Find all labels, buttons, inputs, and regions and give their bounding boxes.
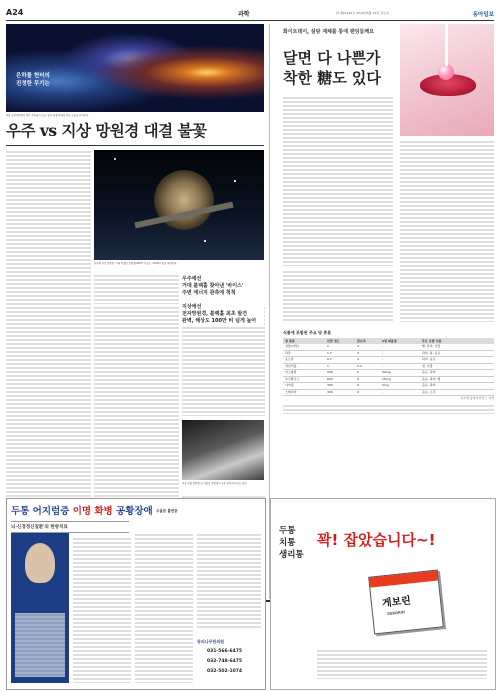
gebo-rin-package [368, 570, 444, 635]
galaxy-photo [6, 24, 264, 112]
table-header-cell: 주요 포함 식품 [422, 339, 442, 343]
small-photo-caption: 지상 허블 망원경 등 다양한 망원경이 우주 관측에 나서고 있다. [182, 482, 248, 485]
section-name: 과학 [238, 11, 250, 18]
sugar-table-body [283, 344, 494, 396]
ad-left-body-1 [73, 537, 131, 683]
telescope-photo [94, 150, 264, 260]
table-cell: 과일, 꿀, 음료 [422, 350, 441, 355]
table-header-cell: 칼로리 [357, 339, 366, 343]
table-cell: 과당 [285, 350, 291, 355]
table-cell: 0 [357, 383, 359, 387]
table-cell: 자일리톨 [285, 363, 297, 368]
galaxy-photo-caption-big: 은하를 헌터의 진정한 무기는 [16, 73, 50, 87]
table-cell: 음료, 과자 [422, 370, 436, 374]
table-cell: - [382, 344, 384, 348]
table-cell: 300 [327, 389, 333, 394]
right-body-col-1 [283, 96, 393, 266]
table-cell: - [382, 357, 384, 361]
table-cell: 빵, 과자, 사탕 [422, 344, 441, 348]
table-cell: 0 [357, 389, 359, 394]
right-headline: 달면 다 나쁜가 착한 糖도 있다 [283, 49, 381, 87]
table-cell: - [382, 363, 384, 368]
product-strap: GEBORIN [386, 610, 406, 617]
right-body-col-2 [400, 140, 494, 322]
sub-head-space: 우주에선 거대 블랙홀 찾아낸 '바이스' 주변 에너지 관측에 척척 [182, 276, 244, 296]
ad-left-contact-label: 동의나무한의원 [197, 639, 225, 644]
page-number: A24 [6, 8, 24, 17]
ad-right-fineprint [317, 649, 487, 679]
table-cell: 음료, 과자 [422, 383, 436, 387]
product-name: 게보린 [381, 595, 412, 610]
table-cell: 2.4 [357, 363, 362, 368]
right-body-col-1b [283, 270, 393, 322]
ad-left-body-3 [197, 533, 261, 629]
table-cell: 1 [327, 344, 329, 348]
table-header-cell: 단맛 정도 [327, 339, 340, 343]
table-cell: 4 [357, 344, 359, 348]
right-byline: 이수연 동아사이언스 기자 [460, 396, 494, 400]
sugar-table [283, 338, 494, 396]
table-cell: 0 [357, 370, 359, 374]
table-cell: 200 [327, 370, 333, 374]
ad-left-headline-b: 이명 화병 [72, 506, 113, 517]
date-line: 과 제21115호 2010년3월 12일 금요일 [336, 11, 389, 15]
table-cell: 1.7 [327, 350, 332, 355]
ad-left-phone-2: 032-748-6475 [207, 659, 243, 664]
table-cell: 600 [327, 376, 333, 381]
ad-left-headline [11, 503, 261, 517]
table-cell: - [382, 350, 384, 355]
left-headline: 우주 vs 지상 망원경 대결 불꽃 [6, 121, 207, 140]
ad-left-body-2 [135, 533, 193, 683]
ad-left-headline-a: 두통 어지럼증 [11, 506, 70, 517]
left-body-col-2b [94, 274, 179, 304]
table-header-cell: 당 종류 [285, 339, 295, 343]
table-cell: 포도당 [285, 357, 294, 361]
ad-left-phone-1: 031-566-6475 [207, 649, 243, 654]
table-cell: 0 [357, 376, 359, 381]
ad-right-headline: 꽉! 잡았습니다~! [317, 531, 436, 549]
table-cell: - [382, 389, 384, 394]
lips-candy-photo [400, 24, 494, 136]
page-header [6, 8, 494, 21]
ad-right[interactable] [270, 498, 496, 690]
table-header-cell: 1일 허용량 [382, 339, 397, 343]
ad-left-phone-3: 032-502-1074 [207, 669, 243, 674]
table-cell: 4 [357, 357, 359, 361]
table-cell: 4 [357, 350, 359, 355]
table-cell: 음료, 소주 [422, 389, 436, 394]
table-cell: 스테비아 [285, 389, 297, 394]
doctor-avatar [25, 543, 55, 583]
telescope-caption: 차세대 지상 망원경 '거대 마젤란 망원경(GMT)' 상상도. 2018년 완공 예정이다. [94, 262, 178, 265]
table-cell: 사카린 [285, 383, 294, 387]
ad-left-headline-c: 공황장애 [116, 506, 153, 517]
galaxy-photo-caption: 허블 우주망원경이 찍은 은하들의 모습. 빛의 파장에 따라 다른 모습을 보여준다. [6, 114, 90, 117]
sugar-table-title: 식품에 포함된 주요 당 종류 [283, 330, 332, 335]
small-telescope-photo [182, 420, 264, 480]
newspaper-name: 동아일보 [472, 12, 494, 18]
table-cell: 수크랄로스 [285, 376, 300, 381]
table-cell: 아스파탐 [285, 370, 297, 374]
table-cell: 40mg [382, 370, 391, 374]
ad-left-doctor-panel [11, 533, 69, 683]
table-cell: 0.7 [327, 357, 332, 361]
table-cell: 1 [327, 363, 329, 368]
table-cell: 껌, 사탕 [422, 363, 433, 368]
right-kicker: 화이트데이, 설탕 재체를 통에 랜딩들께요 [283, 29, 374, 35]
sub-head-ground: 지상에선 전자망원경, 블랙홀 최초 발견 완벽, 해상도 100만 비 넘게 높아 [182, 304, 264, 325]
table-cell: 300 [327, 383, 333, 387]
ad-left-subtitle: 뇌·신경정신질환'의 한방치료 [11, 521, 129, 533]
ad-right-side-text: 두통 치통 생리통 [279, 526, 304, 560]
headline-rule [6, 145, 264, 146]
table-cell: 음료, 과자, 빵 [422, 376, 441, 381]
table-cell: 15mg [382, 376, 391, 381]
right-bottom-text [283, 404, 494, 414]
table-cell: 과자, 음료 [422, 357, 436, 361]
table-cell: 설탕(자당) [285, 344, 299, 348]
ad-left-headline-tail: 우울증 불면증 [156, 509, 178, 513]
table-cell: 5mg [382, 383, 389, 387]
ad-left[interactable] [6, 498, 266, 690]
